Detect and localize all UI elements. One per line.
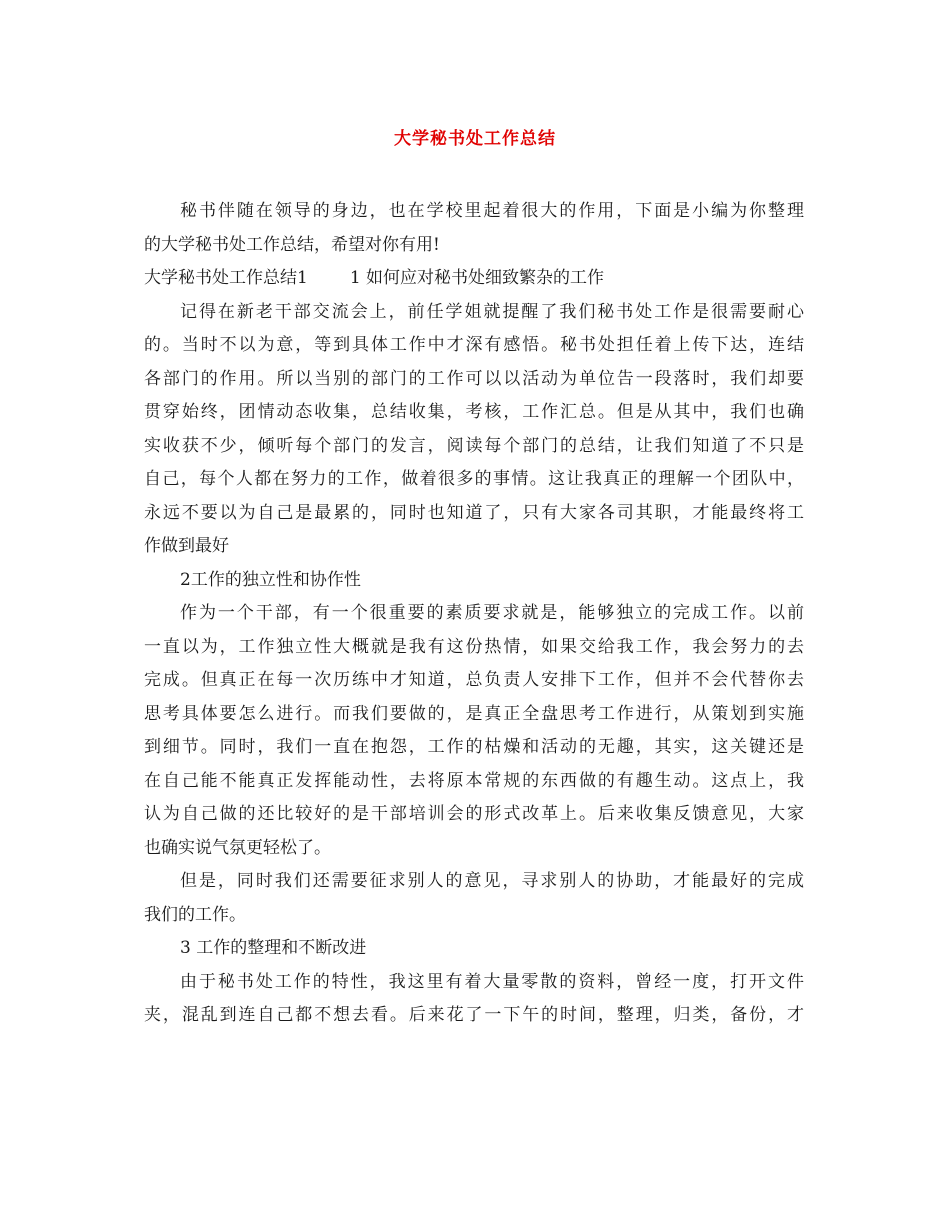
paragraph-line: 永远不要以为自己是最累的，同时也知道了，只有大家各司其职，才能最终将工 [144, 502, 804, 523]
paragraph-line: 各部门的作用。所以当别的部门的工作可以以活动为单位告一段落时，我们却要 [144, 368, 804, 389]
document-body [144, 195, 804, 1033]
section-heading-line [144, 262, 804, 296]
paragraph-line: 在自己能不能真正发挥能动性，去将原本常规的东西做的有趣生动。这点上，我 [144, 770, 804, 791]
paragraph-line: 实收获不少，倾听每个部门的发言，阅读每个部门的总结，让我们知道了不只是 [144, 435, 804, 456]
paragraph-line: 的大学秘书处工作总结，希望对你有用! [144, 234, 440, 255]
paragraph-line: 到细节。同时，我们一直在抱怨，工作的枯燥和活动的无趣，其实，这关键还是 [144, 737, 804, 757]
paragraph-line: 贯穿始终，团情动态收集，总结收集，考核，工作汇总。但是从其中，我们也确 [144, 402, 804, 422]
subsection-heading: 3 工作的整理和不断改进 [180, 938, 367, 958]
paragraph-line: 思考具体要怎么进行。而我们要做的，是真正全盘思考工作进行，从策划到实施 [144, 703, 804, 724]
paragraph-line: 作做到最好 [144, 536, 229, 556]
subsection-heading: 2工作的独立性和协作性 [180, 569, 361, 590]
paragraph-line: 记得在新老干部交流会上，前任学姐就提醒了我们秘书处工作是很需要耐心 [180, 301, 804, 322]
paragraph-line: 秘书伴随在领导的身边，也在学校里起着很大的作用，下面是小编为你整理 [180, 201, 804, 221]
paragraph-line: 作为一个干部，有一个很重要的素质要求就是，能够独立的完成工作。以前 [180, 603, 804, 623]
paragraph-line: 认为自己做的还比较好的是干部培训会的形式改革上。后来收集反馈意见，大家 [144, 804, 804, 824]
paragraph-line: 一直以为，工作独立性大概就是我有这份热情，如果交给我工作，我会努力的去 [144, 636, 804, 657]
paragraph-line: 完成。但真正在每一次历练中才知道，总负责人安排下工作，但并不会代替你去 [144, 670, 804, 690]
paragraph-line: 但是，同时我们还需要征求别人的意见，寻求别人的协助，才能最好的完成 [180, 871, 804, 891]
paragraph-line: 我们的工作。 [144, 904, 246, 925]
subsection-heading: 1 如何应对秘书处细致繁杂的工作 [349, 268, 605, 288]
paragraph-line: 也确实说气氛更轻松了。 [144, 837, 331, 858]
paragraph-line: 由于秘书处工作的特性，我这里有着大量零散的资料，曾经一度，打开文件 [180, 971, 804, 992]
section-heading: 大学秘书处工作总结1 [144, 268, 308, 288]
paragraph-line: 夹，混乱到连自己都不想去看。后来花了一下午的时间，整理，归类，备份，才 [144, 1005, 804, 1025]
paragraph-line: 自己，每个人都在努力的工作，做着很多的事情。这让我真正的理解一个团队中， [144, 469, 804, 489]
document-title: 大学秘书处工作总结 [394, 129, 556, 149]
paragraph-line: 的。当时不以为意，等到具体工作中才深有感悟。秘书处担任着上传下达，连结 [144, 335, 804, 355]
